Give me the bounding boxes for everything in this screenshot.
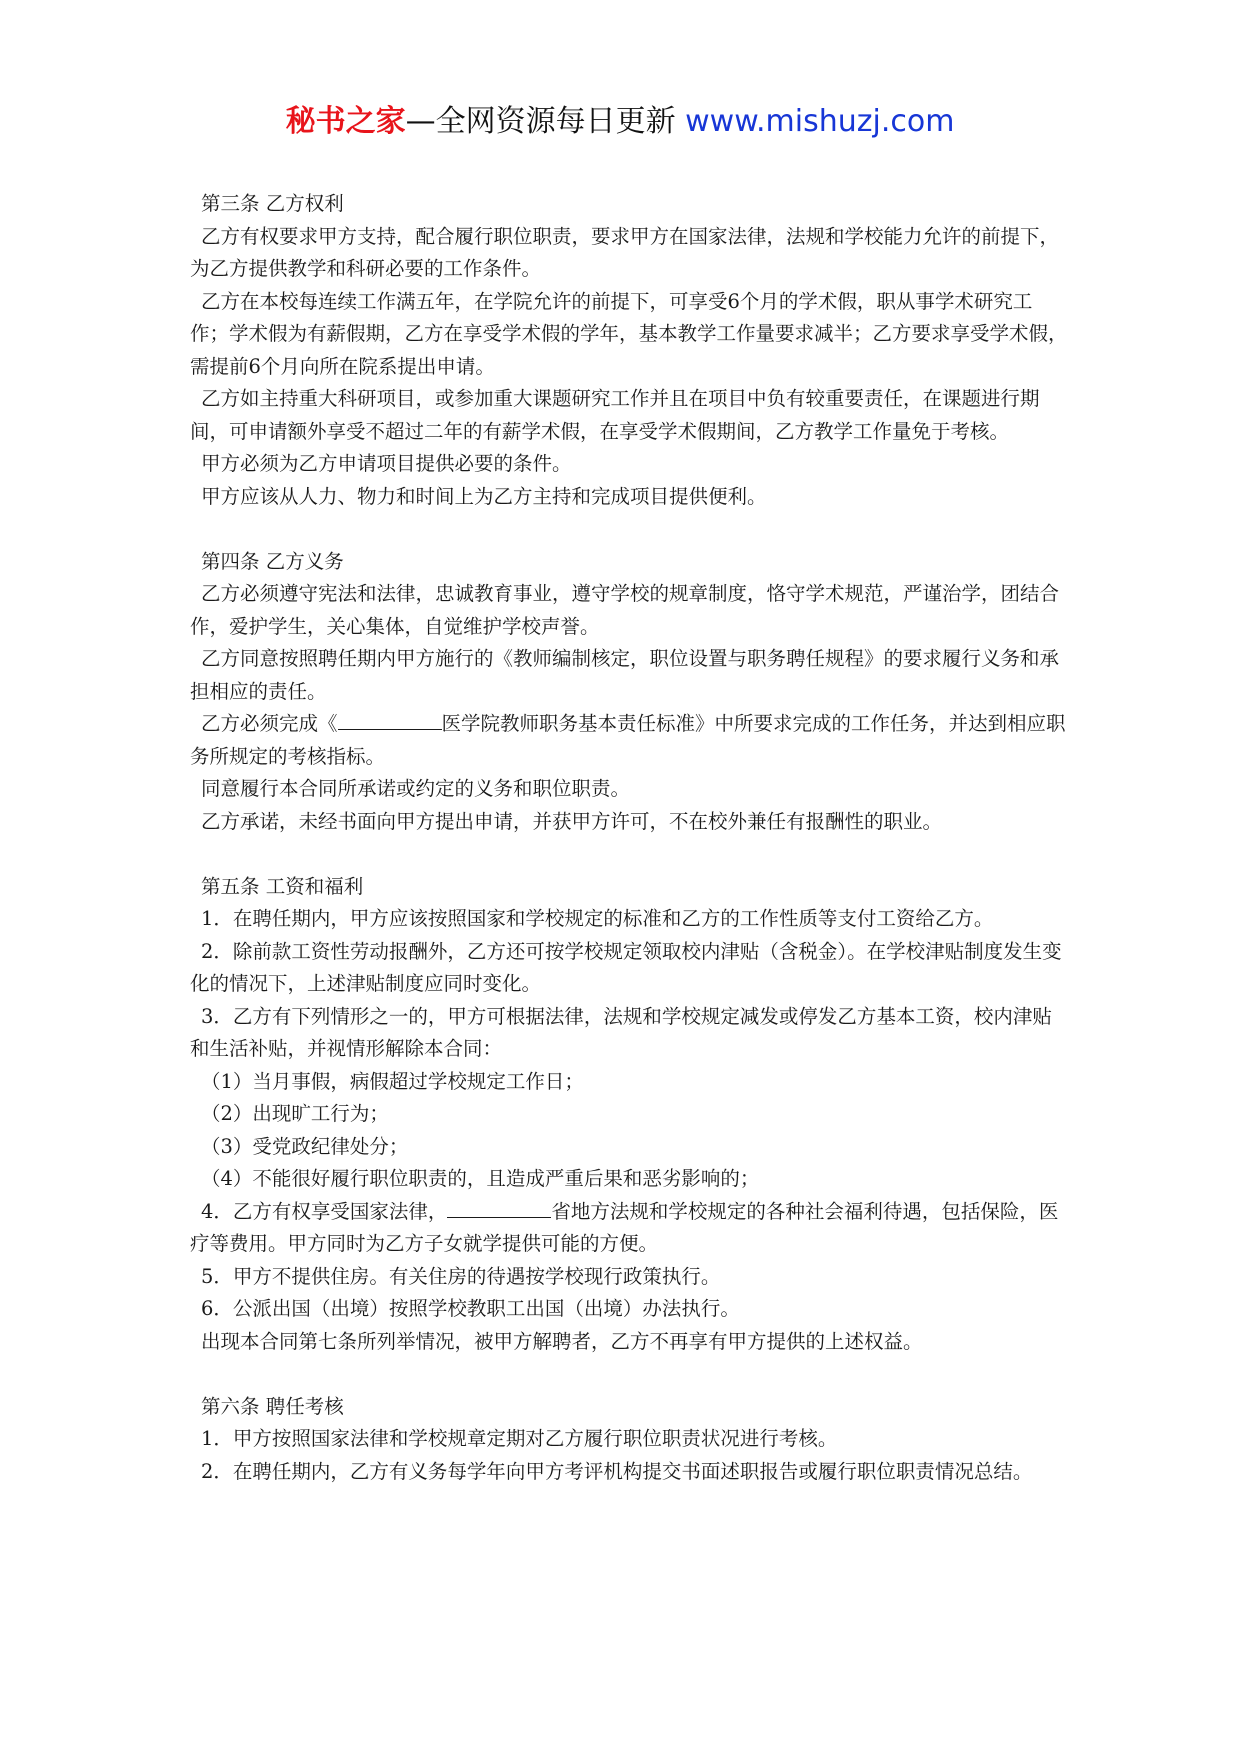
article-6-paragraph: 1．甲方按照国家法律和学校规章定期对乙方履行职位职责状况进行考核。 <box>201 1427 838 1450</box>
article-4-paragraph <box>190 708 1070 773</box>
article-5-paragraph: 5．甲方不提供住房。有关住房的待遇按学校现行政策执行。 <box>201 1264 721 1288</box>
header-slogan: —全网资源每日更新 <box>405 104 676 139</box>
article-3-paragraph: 甲方应该从人力、物力和时间上为乙方主持和完成项目提供便利。 <box>201 484 767 508</box>
article-4-paragraph: 同意履行本合同所承诺或约定的义务和职位职责。 <box>201 777 631 800</box>
fill-in-blank <box>447 1197 551 1218</box>
article-5-list-item: （1）当月事假，病假超过学校规定工作日； <box>201 1069 584 1093</box>
article-4-title: 第四条 乙方义务 <box>201 549 344 573</box>
article-4-paragraph: 乙方承诺，未经书面向甲方提出申请，并获甲方许可，不在校外兼任有报酬性的职业。 <box>201 809 943 833</box>
contract-body <box>190 188 1070 1488</box>
article-3-paragraph: 乙方有权要求甲方支持，配合履行职位职责，要求甲方在国家法律，法规和学校能力允许的前提下，为乙方提供教学和科研必要的工作条件。 <box>190 224 1060 280</box>
article-5-paragraph: 3．乙方有下列情形之一的，甲方可根据法律，法规和学校规定减发或停发乙方基本工资，校内津贴和生活补贴，并视情形解除本合同： <box>190 1004 1052 1060</box>
site-url[interactable]: www.mishuzj.com <box>685 104 955 139</box>
article-3-paragraph: 乙方在本校每连续工作满五年，在学院允许的前提下，可享受6个月的学术假，职从事学术研究工作；学术假为有薪假期，乙方在享受学术假的学年，基本教学工作量要求减半；乙方要求享受学术假，需提前6个月向所在院系提出申请。 <box>190 289 1068 378</box>
article-3-paragraph: 甲方必须为乙方申请项目提供必要的条件。 <box>201 452 572 475</box>
article-5 <box>190 871 1070 1359</box>
article-5-text: 4．乙方有权享受国家法律， <box>201 1199 448 1223</box>
article-4-text: 医学院教师职务基本责任标准》中所要求完成的工作任务，并达到相应职务所规定的考核指标。 <box>190 712 1066 768</box>
article-5-list-item: （4）不能很好履行职位职责的，且造成严重后果和恶劣影响的； <box>201 1167 760 1190</box>
article-5-paragraph: 1．在聘任期内，甲方应该按照国家和学校规定的标准和乙方的工作性质等支付工资给乙方。 <box>201 907 994 930</box>
article-5-title: 第五条 工资和福利 <box>201 874 364 898</box>
brand-name: 秘书之家 <box>285 104 406 139</box>
article-6 <box>190 1391 1070 1489</box>
article-4-paragraph: 乙方必须遵守宪法和法律，忠诚教育事业，遵守学校的规章制度，恪守学术规范，严谨治学，团结合作，爱护学生，关心集体，自觉维护学校声誉。 <box>190 582 1060 638</box>
article-4 <box>190 546 1070 839</box>
article-5-paragraph: 2．除前款工资性劳动报酬外，乙方还可按学校规定领取校内津贴（含税金）。在学校津贴制度发生变化的情况下，上述津贴制度应同时变化。 <box>190 939 1062 995</box>
article-5-list-item: （3）受党政纪律处分； <box>201 1134 409 1158</box>
article-3 <box>190 188 1070 513</box>
article-3-title: 第三条 乙方权利 <box>201 192 344 215</box>
article-5-paragraph <box>190 1196 1070 1261</box>
article-4-paragraph: 乙方同意按照聘任期内甲方施行的《教师编制核定，职位设置与职务聘任规程》的要求履行义务和承担相应的责任。 <box>190 647 1060 703</box>
site-header <box>0 100 1240 144</box>
article-6-paragraph: 2．在聘任期内，乙方有义务每学年向甲方考评机构提交书面述职报告或履行职位职责情况总结。 <box>201 1459 1033 1483</box>
article-4-text: 乙方必须完成《 <box>201 712 338 735</box>
article-6-title: 第六条 聘任考核 <box>201 1394 344 1418</box>
article-5-list-item: （2）出现旷工行为； <box>201 1102 389 1125</box>
fill-in-blank <box>338 709 442 730</box>
article-3-paragraph: 乙方如主持重大科研项目，或参加重大课题研究工作并且在项目中负有较重要责任，在课题进行期间，可申请额外享受不超过二年的有薪学术假，在享受学术假期间，乙方教学工作量免于考核。 <box>190 387 1040 443</box>
article-5-paragraph: 6．公派出国（出境）按照学校教职工出国（出境）办法执行。 <box>201 1297 740 1320</box>
article-5-text: 省地方法规和学校规定的各种社会福利待遇，包括保险，医疗等费用。甲方同时为乙方子女就学提供可能的方便。 <box>190 1199 1059 1255</box>
article-5-paragraph: 出现本合同第七条所列举情况，被甲方解聘者，乙方不再享有甲方提供的上述权益。 <box>201 1329 923 1353</box>
